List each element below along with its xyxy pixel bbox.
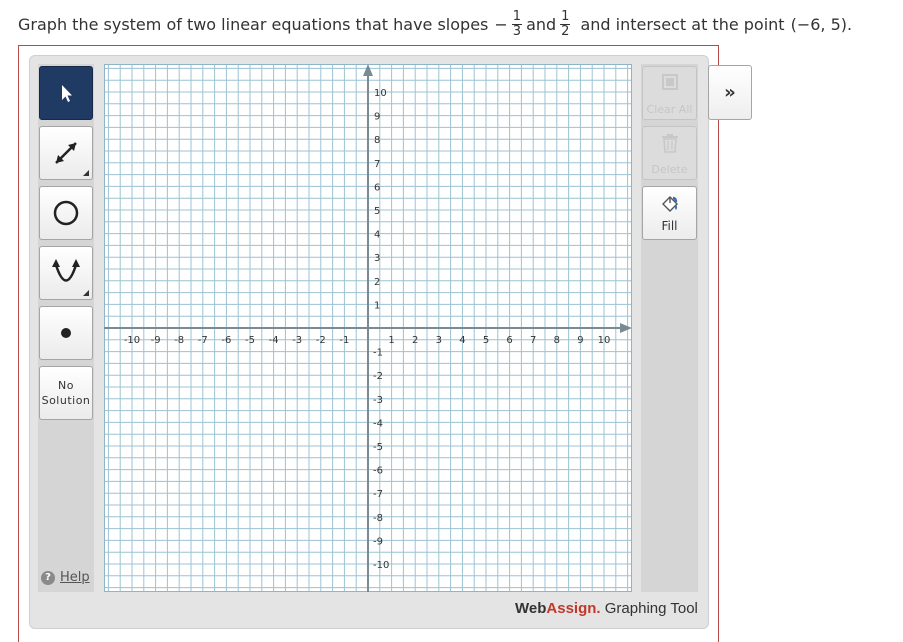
y-tick-label: -2 xyxy=(373,371,383,383)
parabola-tool-button[interactable] xyxy=(39,246,93,300)
x-tick-label: -7 xyxy=(197,335,208,346)
no-solution-label-1: No xyxy=(58,379,74,392)
y-tick-label: 10 xyxy=(374,88,387,99)
x-tick-label: 7 xyxy=(530,335,537,346)
x-tick-label: -8 xyxy=(174,335,185,346)
y-tick-label: -8 xyxy=(373,512,383,524)
slope1-numerator: 1 xyxy=(512,8,522,24)
prompt-after: and intersect at the point xyxy=(580,14,785,34)
fill-button[interactable] xyxy=(642,186,697,240)
clear-icon xyxy=(661,73,679,91)
pointer-tool-button[interactable] xyxy=(39,66,93,120)
x-tick-label: 4 xyxy=(459,335,466,346)
x-tick-label: 6 xyxy=(506,335,513,346)
y-tick-label: 3 xyxy=(374,253,381,265)
expand-panel-button[interactable]: » xyxy=(708,65,752,120)
circle-tool-button[interactable] xyxy=(39,186,93,240)
x-tick-label: 9 xyxy=(577,335,584,346)
x-tick-label: 2 xyxy=(412,335,419,346)
x-tick-label: -3 xyxy=(292,335,303,346)
prompt-text: Graph the system of two linear equations that have slopes xyxy=(18,14,489,34)
no-solution-label-2: Solution xyxy=(41,394,91,407)
brand-web: Web xyxy=(515,600,547,617)
y-tick-label: -4 xyxy=(373,418,383,430)
circle-icon xyxy=(51,198,81,228)
x-tick-label: 10 xyxy=(597,335,611,346)
y-tick-label: 2 xyxy=(374,276,381,288)
minus-sign: − xyxy=(494,14,508,34)
help-label: Help xyxy=(60,570,90,585)
brand-footer xyxy=(515,600,698,617)
point-dot-icon xyxy=(59,326,73,340)
y-tick-label: 1 xyxy=(374,300,381,312)
x-tick-label: -5 xyxy=(245,335,255,346)
x-tick-label: -2 xyxy=(315,335,326,346)
delete-button[interactable] xyxy=(642,126,697,180)
line-segment-icon xyxy=(50,137,82,169)
y-tick-label: -3 xyxy=(373,394,383,406)
y-tick-label: 5 xyxy=(374,206,381,217)
x-tick-label: -10 xyxy=(123,335,141,346)
slope1-fraction xyxy=(512,10,522,39)
slope2-numerator: 1 xyxy=(561,8,570,24)
brand-assign: Assign. xyxy=(546,600,601,617)
slope2-fraction xyxy=(560,10,570,39)
x-tick-label: 8 xyxy=(553,335,560,346)
y-tick-label: 9 xyxy=(374,111,381,123)
slope2-denominator: 2 xyxy=(561,23,570,39)
delete-label: Delete xyxy=(651,163,688,176)
x-tick-label: -9 xyxy=(150,335,161,346)
x-tick-label: -6 xyxy=(221,335,232,346)
y-tick-label: -9 xyxy=(373,536,383,548)
clear-all-button[interactable] xyxy=(642,66,697,120)
help-link[interactable] xyxy=(41,570,90,585)
y-tick-label: -6 xyxy=(373,465,383,477)
y-tick-label: 7 xyxy=(374,158,381,170)
submenu-corner-icon xyxy=(83,290,89,296)
cursor-arrow-icon xyxy=(55,82,77,104)
y-tick-label: 4 xyxy=(374,229,381,241)
trash-icon xyxy=(661,133,679,153)
y-tick-label: -5 xyxy=(373,442,383,453)
fill-label: Fill xyxy=(661,219,678,233)
x-tick-label: -1 xyxy=(339,335,350,346)
y-tick-label: 8 xyxy=(374,135,381,147)
submenu-corner-icon xyxy=(83,170,89,176)
clear-all-label: Clear All xyxy=(646,103,693,116)
x-tick-label: 1 xyxy=(388,335,395,346)
prompt-and: and xyxy=(526,14,557,34)
y-tick-label: -7 xyxy=(373,489,383,501)
brand-tail: Graphing Tool xyxy=(600,600,698,617)
intersection-point: (−6, 5). xyxy=(790,14,853,34)
x-tick-label: 3 xyxy=(435,335,442,346)
question-prompt xyxy=(18,6,852,42)
y-tick-label: 6 xyxy=(374,182,381,194)
graph-canvas[interactable] xyxy=(104,64,632,592)
x-tick-label: 5 xyxy=(482,335,490,346)
x-tick-label: -4 xyxy=(268,335,279,346)
y-tick-label: -1 xyxy=(373,347,383,359)
help-icon: ? xyxy=(41,571,55,585)
paint-bucket-icon xyxy=(659,195,681,215)
point-tool-button[interactable] xyxy=(39,306,93,360)
line-tool-button[interactable] xyxy=(39,126,93,180)
no-solution-button[interactable] xyxy=(39,366,93,420)
y-tick-label: -10 xyxy=(373,560,390,571)
slope1-denominator: 3 xyxy=(512,23,522,39)
parabola-icon xyxy=(49,256,83,290)
